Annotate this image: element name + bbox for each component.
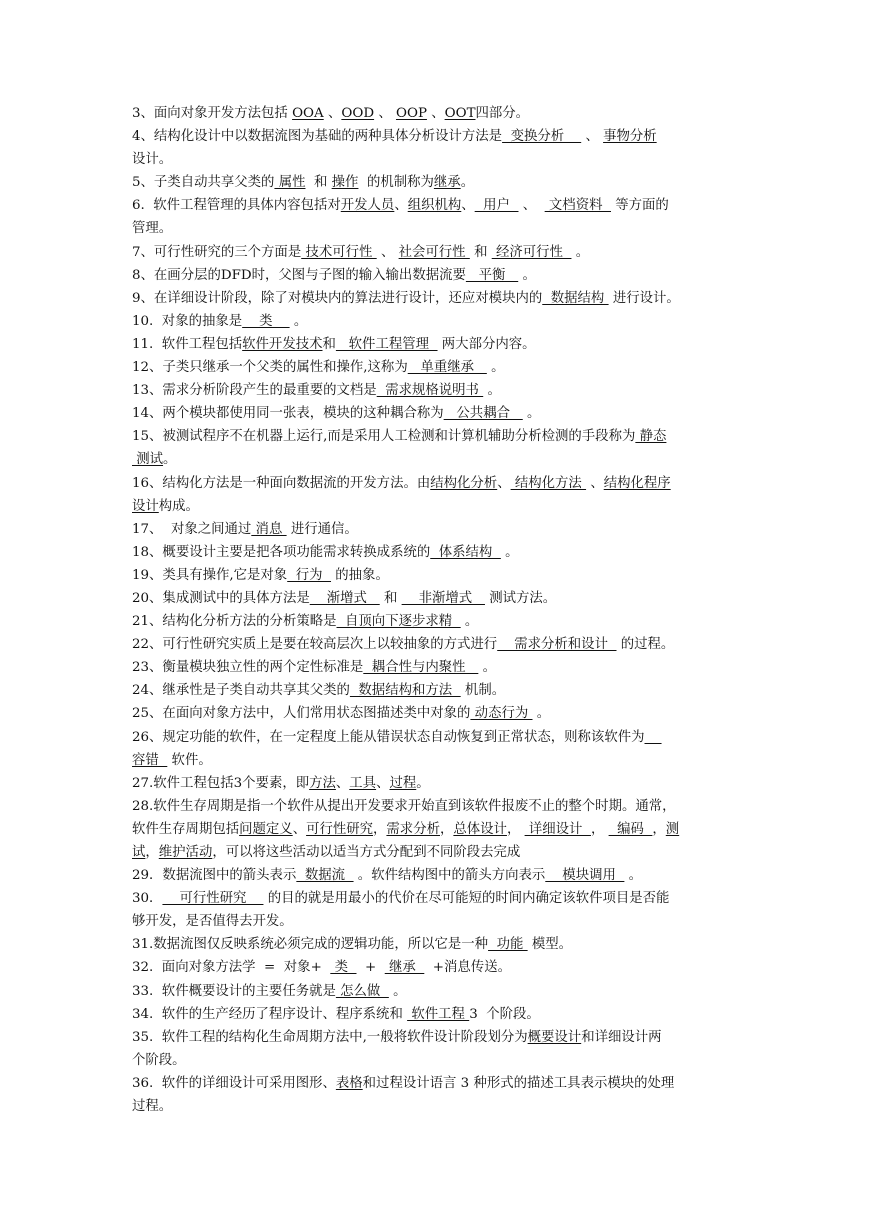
question-text: 23、衡量模块独立性的两个定性标准是	[132, 660, 364, 676]
answer-text: 表格	[335, 1075, 363, 1091]
question-text: 16、结构化方法是一种面向数据流的开发方法。由	[132, 475, 431, 491]
question-text: 等方面的	[611, 198, 669, 214]
question-text: 模型。	[527, 937, 573, 953]
question-text: ，	[590, 821, 609, 837]
answer-text: 单重继承	[407, 360, 487, 376]
question-text: 34. 软件的生产经历了程序设计、程序系统和	[132, 1006, 408, 1022]
question-text: 、	[335, 775, 350, 791]
answer-text: 开发人员	[340, 198, 395, 214]
text-line	[132, 241, 740, 264]
answer-text: 经济可行性	[491, 244, 572, 260]
question-text: 。	[163, 452, 177, 468]
question-text: 测试方法。	[484, 590, 557, 606]
question-text: 设计。	[132, 152, 173, 168]
answer-text: 组织机构	[407, 198, 462, 214]
answer-text: 数据流	[296, 868, 354, 884]
answer-text: 结构化程序	[603, 475, 671, 491]
question-text: 。	[571, 244, 590, 260]
answer-text: 消息	[251, 521, 287, 537]
text-line	[132, 564, 740, 587]
answer-text: 容错	[132, 752, 168, 768]
question-text: 4、结构化设计中以数据流图为基础的两种具体分析设计方法是	[132, 129, 503, 145]
text-line	[132, 541, 740, 564]
text-line	[132, 171, 740, 194]
question-text: 28.软件生存周期是指一个软件从提出开发要求开始直到该软件报废不止的整个时期。通常，	[132, 798, 676, 814]
question-text: 25、在面向对象方法中，人们常用状态图描述类中对象的	[132, 706, 471, 722]
question-text: 9、在详细设计阶段，除了对模块内的算法进行设计，还应对模块内的	[132, 290, 543, 306]
question-text: 18、概要设计主要是把各项功能需求转换成系统的	[132, 544, 431, 560]
question-text: 11. 软件工程包括	[132, 336, 243, 352]
answer-text: 测	[665, 821, 680, 837]
answer-text: 模块调用	[545, 868, 625, 884]
question-text: 。	[289, 313, 308, 329]
text-line	[132, 425, 740, 448]
answer-text: 类	[330, 960, 357, 976]
answer-text: OOT	[444, 106, 476, 121]
answer-text: 软件工程管理	[335, 336, 438, 352]
question-text: 软件生存周期包括	[132, 821, 240, 837]
text-line	[132, 772, 740, 795]
question-text: 15、被测试程序不在机器上运行,而是采用人工检测和计算机辅助分析检测的手段称为	[132, 429, 636, 445]
answer-text: 文档资料	[544, 198, 611, 214]
text-line	[132, 749, 740, 772]
question-text: ，	[145, 845, 159, 860]
text-line	[132, 148, 740, 171]
question-text: ，	[506, 821, 525, 837]
question-text: 30．	[132, 891, 163, 907]
answer-text: 继承	[433, 175, 461, 191]
text-line	[132, 679, 740, 702]
text-line	[132, 933, 740, 956]
question-text: 35. 软件工程的结构化生命周期方法中,一般将软件设计阶段划分为	[132, 1029, 528, 1045]
text-line	[132, 264, 740, 287]
question-text: 。	[388, 983, 407, 999]
answer-text: 社会可行性	[398, 244, 470, 260]
text-line	[132, 795, 740, 818]
question-text: 两大部分内容。	[437, 336, 536, 352]
answer-text: 方法	[309, 775, 336, 791]
text-line	[132, 310, 740, 333]
answer-text: 数据结构和方法	[349, 683, 461, 699]
question-text: 、	[586, 475, 604, 491]
answer-text: 变换分析	[502, 129, 582, 145]
question-text: 、	[461, 198, 475, 214]
question-text: 和详细设计两	[581, 1029, 662, 1045]
answer-text: 结构化方法	[510, 475, 587, 491]
document-body	[132, 102, 740, 1118]
answer-text: 继承	[384, 960, 425, 976]
answer-text: 属性	[274, 175, 306, 191]
answer-text: 测试	[132, 452, 164, 468]
question-text: 14、两个模块都使用同一张表，模块的这种耦合称为	[132, 406, 444, 422]
question-text: 机制。	[460, 683, 506, 699]
question-text: 。	[500, 544, 519, 560]
answer-text: 可行性研究	[306, 821, 374, 837]
answer-text: OOD	[341, 106, 375, 121]
question-text: 。软件结构图中的箭头方向表示	[353, 868, 546, 884]
question-text: 、	[426, 106, 445, 121]
answer-text: 数据结构	[542, 290, 609, 306]
answer-text: 维护活动	[158, 845, 213, 860]
answer-text: 自顶向下逐步求精	[336, 614, 461, 630]
question-text: 、	[394, 198, 408, 214]
question-text: 、	[518, 198, 545, 214]
text-line	[132, 102, 740, 125]
question-text: 。	[460, 614, 479, 630]
question-text: +消息传送。	[424, 960, 511, 976]
question-text: 29．数据流图中的箭头表示	[132, 868, 297, 884]
answer-text: 行为	[287, 567, 332, 583]
question-text: 27.软件工程包括3个要素，即	[132, 775, 310, 791]
question-text: 和	[305, 175, 332, 191]
text-line	[132, 633, 740, 656]
answer-text: 类	[242, 313, 290, 329]
question-text: 21、结构化分析方法的分析策略是	[132, 614, 337, 630]
answer-text: 功能	[488, 937, 528, 953]
question-text: 19、类具有操作,它是对象	[132, 567, 288, 583]
answer-text: 可行性研究	[162, 891, 264, 907]
question-text: ，	[652, 821, 666, 837]
question-text: +	[356, 960, 385, 976]
question-text: 软件。	[167, 752, 212, 768]
text-line	[132, 1049, 740, 1072]
question-text: 、	[376, 775, 390, 791]
answer-text: 公共耦合	[443, 406, 523, 422]
question-text: 10. 对象的抽象是	[132, 313, 243, 329]
question-text: 3、面向对象开发方法包括	[132, 106, 293, 121]
question-text: ，可以将这些活动以适当方式分配到不同阶段去完成	[212, 845, 521, 860]
question-text: 。	[486, 360, 505, 376]
question-text: ，	[373, 821, 387, 837]
question-text: 36. 软件的详细设计可采用图形、	[132, 1075, 336, 1091]
question-text: 管理。	[132, 221, 173, 237]
question-text: 个阶段。	[132, 1052, 186, 1068]
answer-text: 动态行为	[470, 706, 533, 722]
question-text: 33. 软件概要设计的主要任务就是	[132, 983, 336, 999]
text-line	[132, 818, 740, 841]
question-text: 12、子类只继承一个父类的属性和操作,这称为	[132, 360, 408, 376]
text-line	[132, 956, 740, 979]
text-line	[132, 726, 740, 749]
answer-text: 耦合性与内聚性	[363, 660, 479, 676]
answer-text: 操作	[331, 175, 359, 191]
question-text: 、	[323, 106, 342, 121]
answer-text: 用户	[474, 198, 519, 214]
text-line	[132, 910, 740, 933]
question-text: 。	[478, 660, 496, 676]
answer-text: 静态	[635, 429, 667, 445]
question-text: 22、可行性研究实质上是要在较高层次上以较抽象的方式进行	[132, 637, 498, 653]
answer-text: 设计	[132, 498, 159, 514]
question-text: 的机制称为	[358, 175, 434, 191]
question-text: 四部分。	[475, 106, 530, 121]
text-line	[132, 356, 740, 379]
question-text: 26、规定功能的软件，在一定程度上能从错误状态自动恢复到正常状态，则称该软件为	[132, 729, 645, 745]
question-text: 32. 面向对象方法学 = 对象+	[132, 960, 331, 976]
answer-text: 详细设计	[524, 821, 591, 837]
text-line	[132, 841, 740, 864]
text-line	[132, 125, 740, 148]
text-line	[132, 1003, 740, 1026]
answer-text: 渐增式	[309, 590, 380, 606]
question-text: 31.数据流图仅反映系统必须完成的逻辑功能，所以它是一种	[132, 937, 489, 953]
answer-text: 编码	[608, 821, 653, 837]
question-text: 。	[522, 406, 541, 422]
question-text: ，	[439, 821, 454, 837]
text-line	[132, 610, 740, 633]
text-line	[132, 287, 740, 310]
question-text: 、	[376, 244, 399, 260]
question-text: 和	[469, 244, 492, 260]
question-text: 的抽象。	[331, 567, 389, 583]
answer-text: 问题定义	[239, 821, 293, 837]
question-text: 。	[518, 267, 536, 283]
question-text: 13、需求分析阶段产生的最重要的文档是	[132, 383, 377, 399]
text-line	[132, 495, 740, 518]
answer-text: 技术可行性	[301, 244, 377, 260]
text-line	[132, 1095, 740, 1118]
text-line	[132, 518, 740, 541]
text-line	[132, 379, 740, 402]
text-line	[132, 333, 740, 356]
answer-text: OOA	[292, 106, 324, 121]
text-line	[132, 887, 740, 910]
text-line	[132, 194, 740, 217]
question-text: 和过程设计语言 3 种形式的描述工具表示模块的处理	[362, 1075, 675, 1091]
question-text: 够开发，是否值得去开发。	[132, 914, 293, 930]
question-text: 过程。	[132, 1099, 173, 1115]
answer-text: 工具	[349, 775, 377, 791]
text-line	[132, 656, 740, 679]
question-text: 7、可行性研究的三个方面是	[132, 244, 302, 260]
text-line	[132, 702, 740, 725]
question-text: 和	[322, 336, 336, 352]
answer-text: 需求规格说明书	[376, 383, 484, 399]
question-text: 。	[483, 383, 501, 399]
question-text: 。	[624, 868, 643, 884]
text-line	[132, 472, 740, 495]
question-text: 进行通信。	[286, 521, 358, 537]
text-line	[132, 1026, 740, 1049]
answer-text: 非渐增式	[401, 590, 485, 606]
question-text: 、	[497, 475, 511, 491]
question-text: 17、 对象之间通过	[132, 521, 252, 537]
text-line	[132, 980, 740, 1003]
text-line	[132, 402, 740, 425]
question-text: 和	[379, 590, 402, 606]
answer-text: 需求分析	[386, 821, 440, 837]
answer-text: 软件开发技术	[242, 336, 323, 352]
question-text: 。	[532, 706, 551, 722]
question-text: 8、在画分层的DFD时，父图与子图的输入输出数据流要	[132, 267, 466, 283]
answer-text: 过程	[389, 775, 417, 791]
answer-text: 怎么做	[335, 983, 389, 999]
text-line	[132, 217, 740, 240]
question-text: 的目的就是用最小的代价在尽可能短的时间内确定该软件项目是否能	[263, 891, 670, 907]
question-text: 的过程。	[616, 637, 675, 653]
question-text: 进行设计。	[608, 290, 680, 306]
question-text: 。	[416, 775, 430, 791]
question-text: 5、子类自动共享父类的	[132, 175, 275, 191]
text-line	[132, 587, 740, 610]
text-line	[132, 1072, 740, 1095]
question-text: 、	[374, 106, 396, 121]
question-text: 6. 软件工程管理的具体内容包括对	[132, 198, 341, 214]
answer-text: 需求分析和设计	[497, 637, 617, 653]
answer-text: 结构化分析	[430, 475, 498, 491]
text-line	[132, 864, 740, 887]
answer-text: 体系结构	[430, 544, 501, 560]
question-text: 20、集成测试中的具体方法是	[132, 590, 310, 606]
text-line	[132, 448, 740, 471]
answer-text: 试	[132, 845, 146, 860]
answer-text: OOP	[395, 106, 427, 121]
question-text: 、	[581, 129, 604, 145]
question-text: 24、继承性是子类自动共享其父类的	[132, 683, 350, 699]
question-text: 构成。	[158, 498, 199, 514]
answer-text	[645, 730, 662, 745]
answer-text: 总体设计	[453, 821, 507, 837]
answer-text: 概要设计	[527, 1029, 582, 1045]
answer-text: 事物分析	[603, 129, 657, 145]
question-text: 、	[292, 821, 307, 837]
question-text: 3 个阶段。	[469, 1006, 540, 1022]
answer-text: 平衡	[465, 267, 519, 283]
answer-text: 软件工程	[407, 1006, 470, 1022]
question-text: 。	[460, 175, 475, 191]
